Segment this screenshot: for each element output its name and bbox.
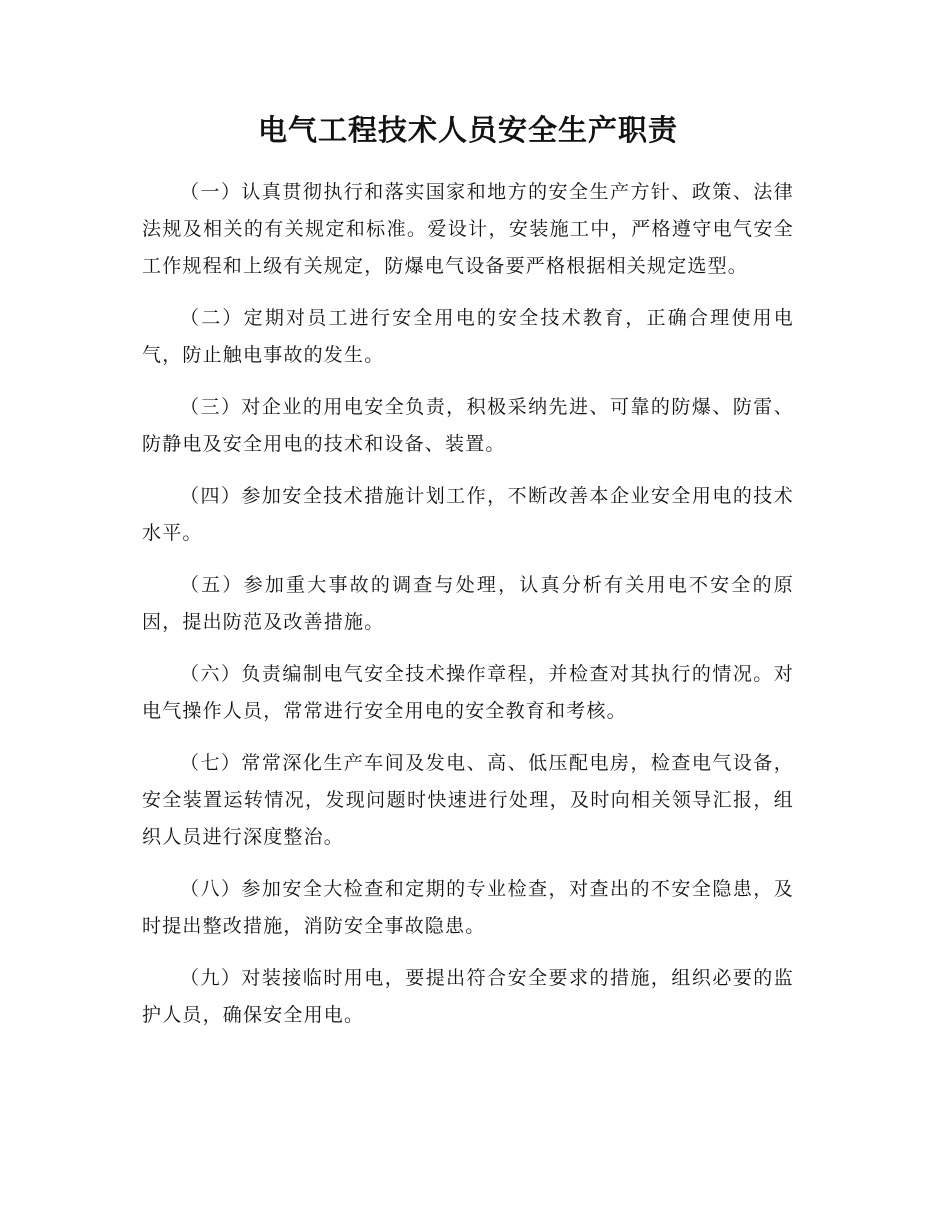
document-page <box>142 108 794 1049</box>
document-title: 电气工程技术人员安全生产职责 <box>257 113 678 147</box>
paragraph-9: （九）对装接临时用电，要提出符合安全要求的措施，组织必要的监护人员，确保安全用电。 <box>142 967 794 1026</box>
paragraph-3: （三）对企业的用电安全负责，积极采纳先进、可靠的防爆、防雷、防静电及安全用电的技术和设备、装置。 <box>142 396 794 455</box>
paragraph-6: （六）负责编制电气安全技术操作章程，并检查对其执行的情况。对电气操作人员，常常进行安全用电的安全教育和考核。 <box>142 663 794 722</box>
paragraph-7: （七）常常深化生产车间及发电、高、低压配电房，检查电气设备，安全装置运转情况，发现问题时快速进行处理，及时向相关领导汇报，组织人员进行深度整治。 <box>142 752 794 848</box>
paragraph-5: （五）参加重大事故的调查与处理，认真分析有关用电不安全的原因，提出防范及改善措施。 <box>142 574 794 633</box>
paragraph-4: （四）参加安全技术措施计划工作，不断改善本企业安全用电的技术水平。 <box>142 485 794 544</box>
paragraph-2: （二）定期对员工进行安全用电的安全技术教育，正确合理使用电气，防止触电事故的发生。 <box>142 307 794 366</box>
paragraph-1: （一）认真贯彻执行和落实国家和地方的安全生产方针、政策、法律法规及相关的有关规定和标准。爱设计，安装施工中，严格遵守电气安全工作规程和上级有关规定，防爆电气设备要严格根据相关规定选型。 <box>142 181 794 277</box>
paragraph-8: （八）参加安全大检查和定期的专业检查，对查出的不安全隐患，及时提出整改措施，消防安全事故隐患。 <box>142 878 794 937</box>
